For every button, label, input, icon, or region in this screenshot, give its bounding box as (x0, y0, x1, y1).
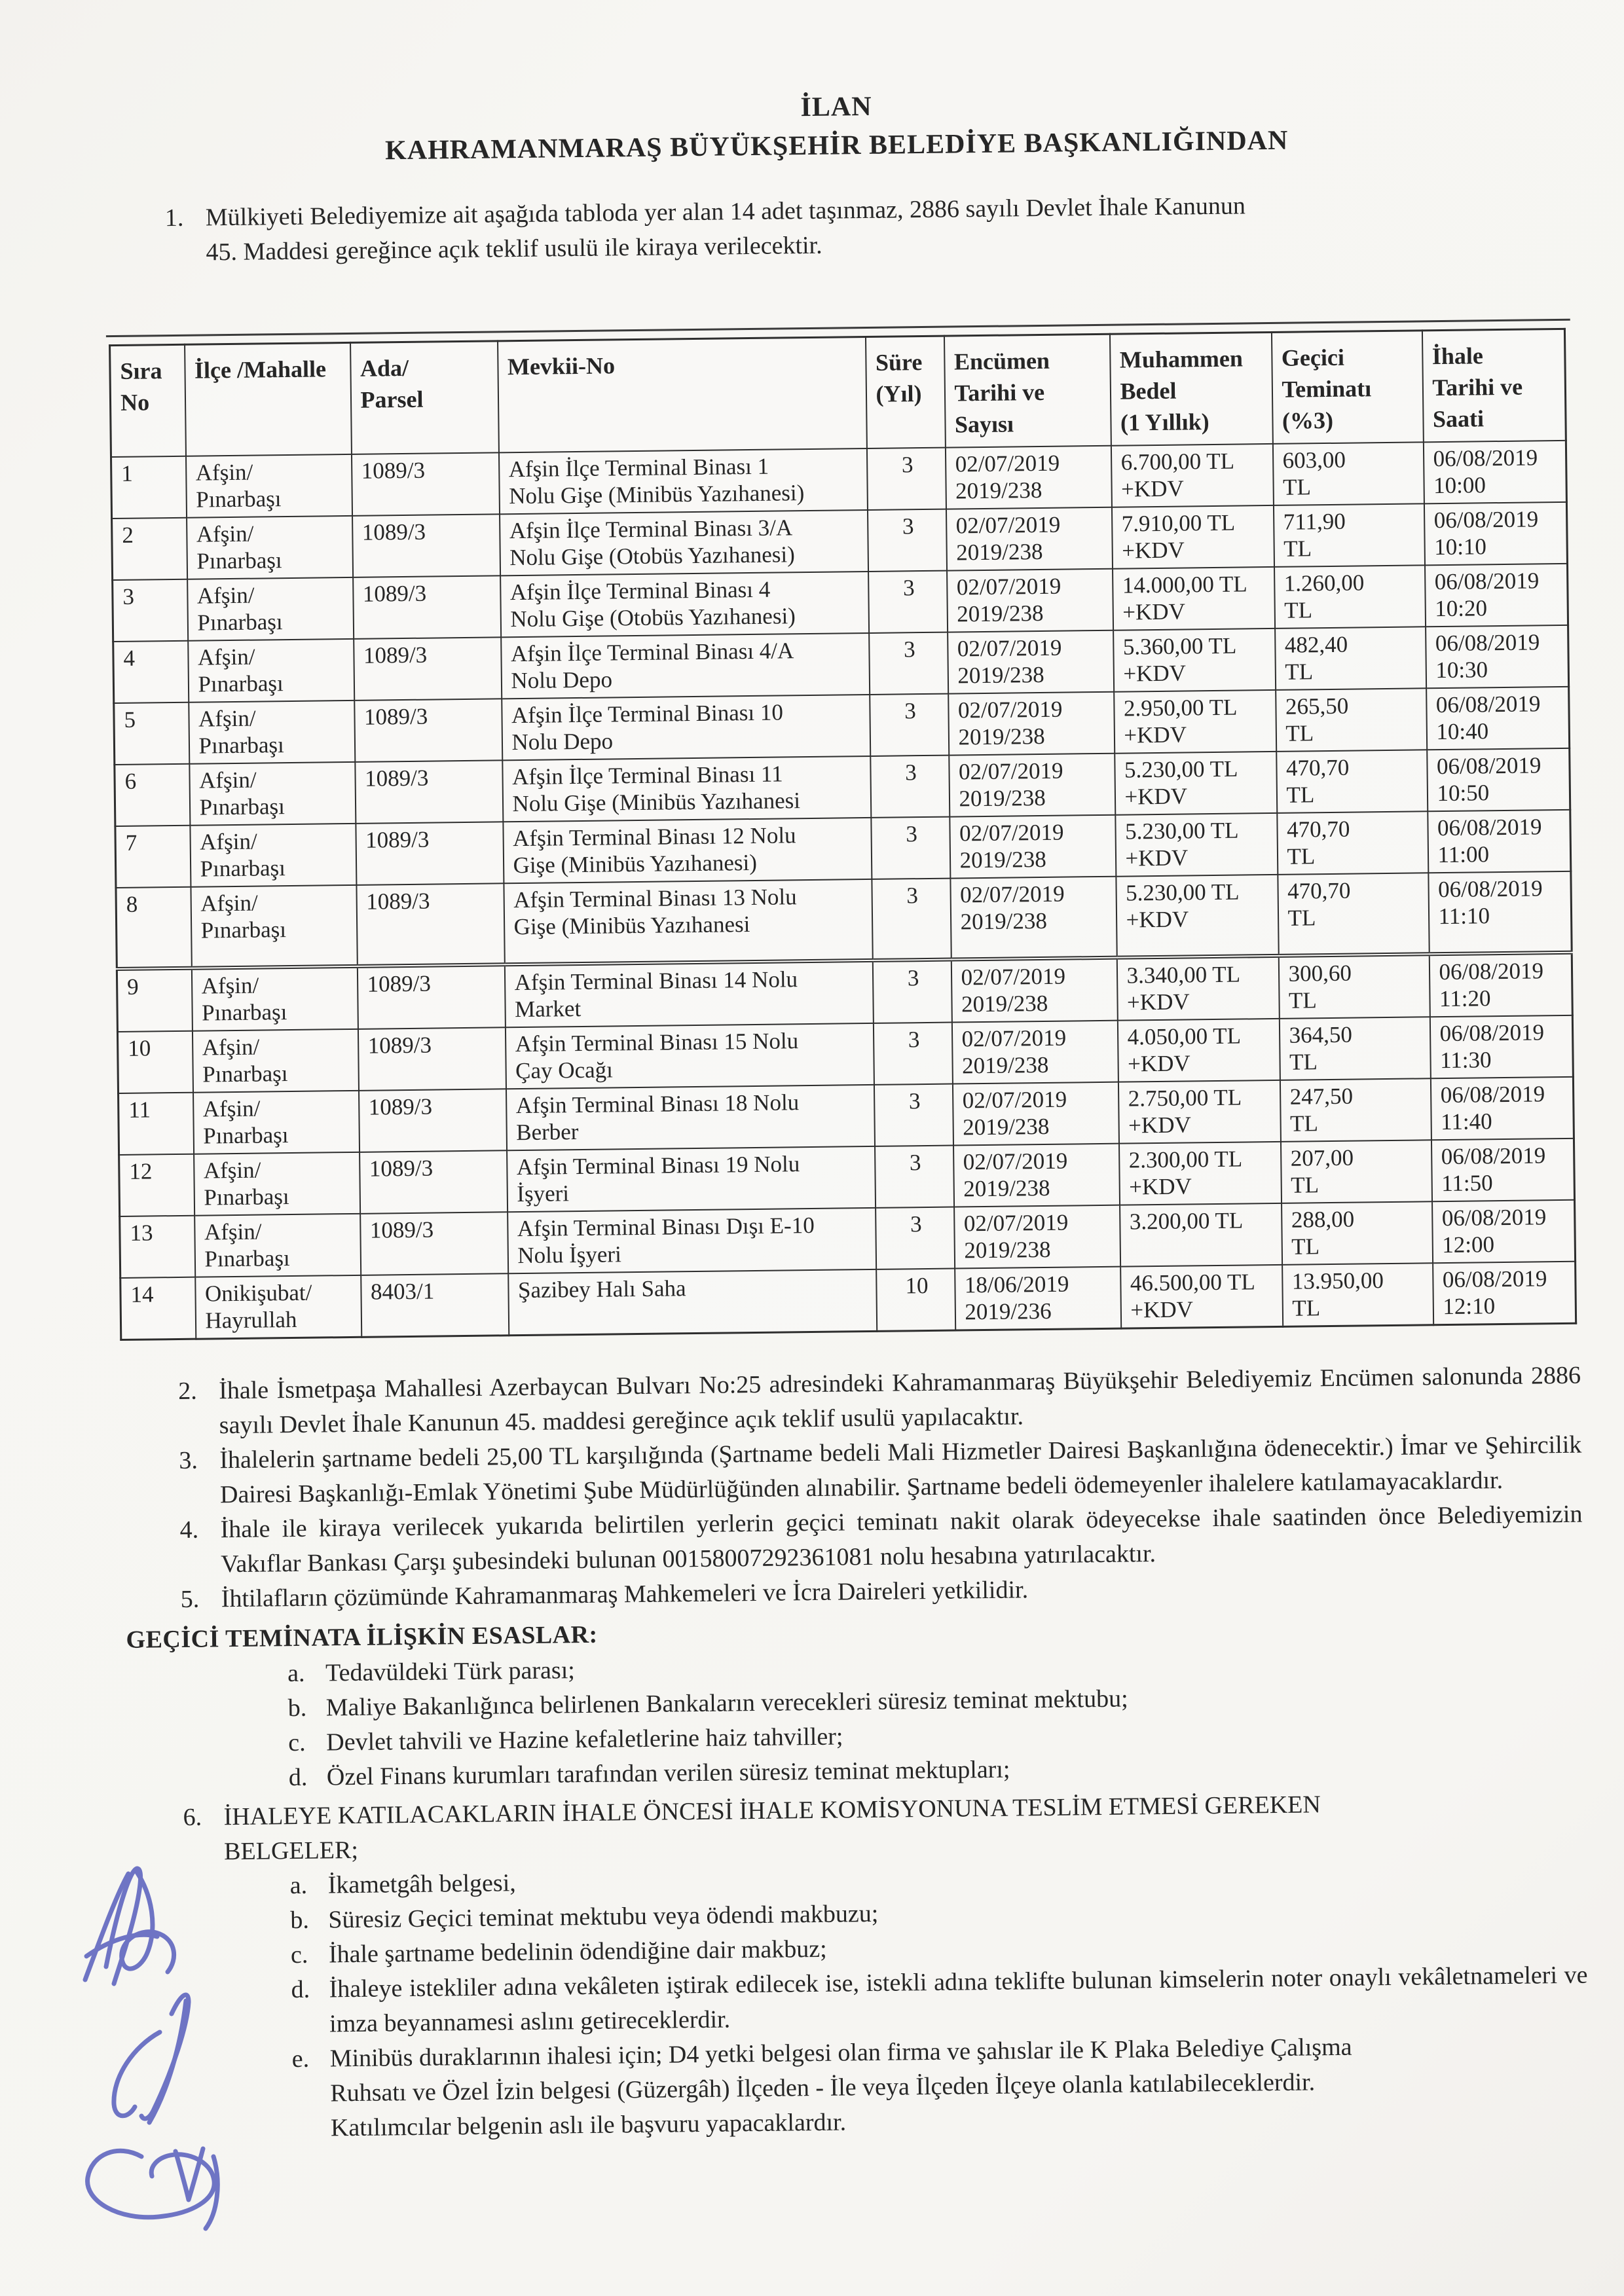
cell-ilce-mahalle: Afşin/ Pınarbaşı (188, 639, 354, 702)
page-subtitle: KAHRAMANMARAŞ BÜYÜKŞEHİR BELEDİYE BAŞKANLIĞINDAN (384, 125, 1289, 166)
cell-sira-no: 5 (114, 702, 189, 765)
item-text: Minibüs duraklarının ihalesi için; D4 yetki belgesi olan firma ve şahıslar ile K Plaka Belediye Çalışma Ruhsatı ve Özel İzin belgesi (Güzergâh) İlçeden - İle veya İlçeden İlçeye olanla katılabileceklerdir. Katılımcılar belgenin aslı ile başvuru yapacaklardır. (329, 2033, 1352, 2142)
belge-item-e (291, 2028, 1589, 2146)
item-number: 6. (183, 1803, 202, 1831)
cell-ihale: 06/08/2019 12:00 (1432, 1200, 1576, 1263)
item-text: İhalelerin şartname bedeli 25,00 TL karşılığında (Şartname bedeli Mali Hizmetler Dairesi Başkanlığına ödenecektir.) İmar ve Şehircilik Dairesi Başkanlığı-Emlak Yönetimi Şube Müdürlüğünden alınabilir. Şartname bedeli ödemeyenler ihalelere katılamayacaklardır. (219, 1430, 1582, 1509)
cell-ilce-mahalle: Afşin/ Pınarbaşı (192, 1029, 358, 1093)
cell-mevkii: Afşin İlçe Terminal Binası 1 Nolu Gişe (Minibüs Yazıhanesi) (498, 448, 867, 514)
cell-ada-parsel: 1089/3 (359, 1089, 507, 1152)
cell-encumen: 02/07/2019 2019/238 (945, 446, 1111, 509)
cell-bedel: 5.230,00 TL +KDV (1115, 813, 1278, 877)
cell-teminat: 288,00 TL (1282, 1201, 1433, 1265)
cell-ilce-mahalle: Afşin/ Pınarbaşı (193, 1091, 360, 1154)
item-text: İhale şartname bedelinin ödendiğine dair makbuz; (328, 1935, 827, 1969)
item-letter: d. (288, 1763, 308, 1792)
item-text: İkametgâh belgesi, (327, 1869, 517, 1899)
cell-teminat: 603,00 TL (1272, 442, 1424, 505)
cell-ihale: 06/08/2019 10:10 (1424, 502, 1567, 565)
auction-table-wrapper (109, 328, 1580, 1341)
cell-ada-parsel: 1089/3 (356, 822, 504, 885)
cell-teminat: 364,50 TL (1279, 1017, 1430, 1080)
cell-ihale: 06/08/2019 10:50 (1427, 748, 1570, 811)
signature-stroke (114, 2032, 160, 2116)
cell-sure: 3 (872, 879, 951, 960)
cell-teminat: 482,40 TL (1275, 627, 1426, 690)
cell-sira-no: 11 (119, 1093, 194, 1155)
cell-ihale: 06/08/2019 10:30 (1426, 625, 1569, 688)
item-text: Özel Finans kurumları tarafından verilen süresiz teminat mektupları; (326, 1755, 1010, 1791)
item-letter: c. (290, 1941, 308, 1969)
cell-sira-no: 7 (115, 826, 191, 888)
cell-mevkii: Afşin İlçe Terminal Binası 10 Nolu Depo (502, 695, 870, 760)
item-text: Süresiz Geçici teminat mektubu veya ödendi makbuzu; (328, 1899, 879, 1934)
cell-bedel: 2.750,00 TL +KDV (1118, 1080, 1280, 1144)
cell-mevkii: Afşin Terminal Binası Dışı E-10 Nolu İşyeri (507, 1208, 876, 1273)
cell-encumen: 02/07/2019 2019/238 (950, 877, 1116, 960)
cell-bedel: 2.300,00 TL +KDV (1118, 1142, 1281, 1205)
teminat-esaslari-heading: GEÇİCİ TEMİNATA İLİŞKİN ESASLAR: (126, 1620, 598, 1654)
cell-ada-parsel: 1089/3 (351, 452, 499, 516)
item-text: Mülkiyeti Belediyemize ait aşağıda tabloda yer alan 14 adet taşınmaz, 2886 sayılı Devlet İhale Kanunun 45. Maddesi gereğince açık teklif usulü ile kiraya verilecektir. (205, 192, 1246, 266)
auction-table (109, 328, 1577, 1341)
cell-sira-no: 2 (112, 518, 187, 580)
cell-teminat: 470,70 TL (1276, 750, 1428, 813)
cell-sira-no: 6 (115, 764, 190, 826)
cell-ilce-mahalle: Afşin/ Pınarbaşı (185, 454, 352, 518)
cell-ada-parsel: 1089/3 (358, 1027, 506, 1091)
item-number: 3. (179, 1446, 198, 1474)
item-letter: a. (289, 1871, 308, 1900)
cell-mevkii: Afşin Terminal Binası 14 Nolu Market (504, 960, 873, 1027)
cell-ilce-mahalle: Afşin/ Pınarbaşı (191, 966, 358, 1031)
cell-sira-no: 10 (117, 1031, 193, 1093)
cell-ada-parsel: 1089/3 (357, 964, 505, 1029)
cell-sure: 3 (866, 448, 946, 510)
cell-sira-no: 3 (113, 579, 188, 642)
col-ada-parsel: Ada/ Parsel (350, 341, 499, 454)
cell-ilce-mahalle: Afşin/ Pınarbaşı (189, 701, 355, 764)
item-text: İhale ile kiraya verilecek yukarıda belirtilen yerlerin geçici teminatı nakit olarak ödeyecekse ihale saatinden önce Belediyemizin Vakıflar Bankası Çarşı şubesindeki bulunan 00158007292361081 nolu hesabına yatırılacaktır. (220, 1500, 1583, 1578)
cell-sira-no: 8 (116, 887, 191, 969)
body-paragraphs (120, 1358, 1589, 2148)
cell-encumen: 02/07/2019 2019/238 (953, 1144, 1120, 1207)
cell-ihale: 06/08/2019 11:40 (1430, 1077, 1574, 1140)
cell-bedel: 2.950,00 TL +KDV (1114, 690, 1276, 754)
cell-ihale: 06/08/2019 10:40 (1426, 687, 1570, 750)
cell-ilce-mahalle: Onikişubat/ Hayrullah (195, 1275, 361, 1339)
cell-ilce-mahalle: Afşin/ Pınarbaşı (191, 885, 357, 968)
item-letter: b. (290, 1906, 310, 1935)
cell-sira-no: 4 (113, 641, 189, 703)
cell-encumen: 02/07/2019 2019/238 (948, 692, 1115, 756)
item-text: İhaleye istekliler adına vekâleten iştirak edilecek ise, istekli adına teklifte bulunan kimselerin noter onaylı vekâletnameleri ve imza beyannamesi aslını getireceklerdir. (329, 1961, 1588, 2038)
signature-stroke (122, 1871, 174, 1972)
cell-ihale: 06/08/2019 10:20 (1425, 564, 1568, 627)
cell-sira-no: 9 (117, 968, 192, 1032)
cell-teminat: 711,90 TL (1273, 503, 1424, 567)
item-letter: b. (287, 1694, 307, 1722)
cell-sira-no: 13 (120, 1216, 195, 1278)
item-text: Tedavüldeki Türk parası; (325, 1656, 576, 1687)
cell-teminat: 470,70 TL (1277, 811, 1428, 875)
item-text: Maliye Bakanlığınca belirlenen Bankaların verecekleri süresiz teminat mektubu; (325, 1685, 1128, 1722)
cell-sure: 3 (869, 632, 948, 695)
cell-mevkii: Afşin Terminal Binası 19 Nolu İşyeri (507, 1146, 876, 1212)
cell-mevkii: Afşin İlçe Terminal Binası 4 Nolu Gişe (Otobüs Yazıhanesi) (500, 572, 869, 637)
cell-ihale: 06/08/2019 11:10 (1428, 871, 1572, 954)
cell-sure: 3 (876, 1207, 955, 1269)
cell-ihale: 06/08/2019 10:00 (1423, 441, 1566, 503)
cell-sure: 3 (872, 960, 951, 1023)
cell-ada-parsel: 1089/3 (353, 575, 501, 639)
cell-bedel: 4.050,00 TL +KDV (1117, 1019, 1280, 1082)
cell-teminat: 470,70 TL (1278, 873, 1429, 956)
cell-bedel: 5.360,00 TL +KDV (1113, 629, 1276, 692)
cell-sira-no: 1 (111, 456, 186, 519)
cell-sure: 3 (874, 1084, 953, 1146)
cell-mevkii: Afşin Terminal Binası 18 Nolu Berber (506, 1085, 874, 1150)
cell-bedel: 6.700,00 TL +KDV (1111, 444, 1273, 507)
cell-encumen: 02/07/2019 2019/238 (950, 815, 1116, 879)
cell-ada-parsel: 1089/3 (360, 1212, 508, 1275)
cell-ihale: 06/08/2019 11:30 (1430, 1015, 1573, 1078)
cell-encumen: 02/07/2019 2019/238 (947, 569, 1113, 632)
cell-mevkii: Şazibey Halı Saha (508, 1269, 877, 1336)
col-sure: Süre (Yıl) (865, 336, 945, 448)
cell-ada-parsel: 1089/3 (355, 760, 503, 824)
cell-encumen: 18/06/2019 2019/236 (955, 1267, 1121, 1330)
cell-mevkii: Afşin Terminal Binası 15 Nolu Çay Ocağı (505, 1023, 874, 1089)
cell-bedel: 3.200,00 TL (1120, 1203, 1282, 1267)
cell-encumen: 02/07/2019 2019/238 (946, 507, 1112, 571)
cell-ihale: 06/08/2019 12:10 (1433, 1262, 1576, 1325)
cell-mevkii: Afşin İlçe Terminal Binası 3/A Nolu Gişe (Otobüs Yazıhanesi) (500, 510, 868, 575)
item-letter: c. (288, 1728, 306, 1757)
cell-sure: 3 (870, 756, 950, 818)
cell-ilce-mahalle: Afşin/ Pınarbaşı (194, 1214, 361, 1277)
cell-teminat: 247,50 TL (1280, 1078, 1431, 1142)
cell-bedel: 5.230,00 TL +KDV (1115, 752, 1277, 815)
cell-bedel: 3.340,00 TL +KDV (1116, 956, 1279, 1021)
cell-encumen: 02/07/2019 2019/238 (949, 754, 1115, 817)
cell-sira-no: 14 (120, 1277, 196, 1340)
cell-mevkii: Afşin Terminal Binası 13 Nolu Gişe (Minibüs Yazıhanesi (504, 879, 872, 964)
handwritten-signature (76, 1861, 254, 2237)
cell-teminat: 13.950,00 TL (1282, 1263, 1433, 1326)
item-letter: d. (291, 1975, 310, 2004)
cell-ada-parsel: 1089/3 (360, 1150, 507, 1214)
item-text: İHALEYE KATILACAKLARIN İHALE ÖNCESİ İHALE KOMİSYONUNA TESLİM ETMESİ GEREKEN BELGELER; (223, 1791, 1321, 1866)
item-number: 1. (164, 204, 184, 232)
col-sira-no: Sıra No (110, 344, 186, 457)
cell-ilce-mahalle: Afşin/ Pınarbaşı (187, 516, 353, 579)
item-letter: e. (291, 2045, 310, 2073)
cell-ada-parsel: 1089/3 (356, 883, 504, 966)
cell-mevkii: Afşin İlçe Terminal Binası 4/A Nolu Depo (501, 633, 870, 699)
cell-mevkii: Afşin Terminal Binası 12 Nolu Gişe (Minibüs Yazıhanesi) (503, 818, 872, 883)
intro-paragraph (107, 185, 1568, 271)
cell-sure: 10 (876, 1269, 955, 1332)
cell-teminat: 207,00 TL (1280, 1140, 1431, 1203)
item-text: İhtilafların çözümünde Kahramanmaraş Mahkemeleri ve İcra Daireleri yetkilidir. (221, 1576, 1029, 1613)
cell-ihale: 06/08/2019 11:00 (1428, 810, 1571, 873)
cell-ilce-mahalle: Afşin/ Pınarbaşı (190, 824, 356, 887)
table-body (111, 441, 1576, 1340)
table-header-row (110, 329, 1566, 457)
cell-teminat: 300,60 TL (1278, 954, 1430, 1019)
item-text: Devlet tahvili ve Hazine kefaletlerine haiz tahviller; (326, 1722, 843, 1757)
col-ihale-tarihi: İhale Tarihi ve Saati (1422, 329, 1566, 442)
cell-encumen: 02/07/2019 2019/238 (951, 958, 1117, 1023)
cell-ilce-mahalle: Afşin/ Pınarbaşı (187, 577, 354, 641)
cell-teminat: 1.260,00 TL (1274, 565, 1426, 629)
item-number: 2. (177, 1377, 197, 1406)
cell-ilce-mahalle: Afşin/ Pınarbaşı (194, 1152, 360, 1216)
col-encumen: Encümen Tarihi ve Sayısı (944, 334, 1111, 447)
cell-encumen: 02/07/2019 2019/238 (948, 630, 1114, 694)
cell-ada-parsel: 8403/1 (361, 1273, 509, 1337)
col-gecici-teminat: Geçici Teminatı (%3) (1271, 331, 1423, 444)
cell-ada-parsel: 1089/3 (352, 514, 500, 577)
cell-bedel: 46.500,00 TL +KDV (1120, 1265, 1283, 1328)
cell-bedel: 5.230,00 TL +KDV (1116, 875, 1278, 958)
cell-sure: 3 (875, 1146, 954, 1208)
cell-teminat: 265,50 TL (1276, 688, 1427, 752)
item-letter: a. (287, 1659, 305, 1688)
col-muhammen-bedel: Muhammen Bedel (1 Yıllık) (1109, 332, 1272, 445)
table-header (110, 329, 1566, 457)
cell-sure: 3 (873, 1023, 952, 1085)
cell-encumen: 02/07/2019 2019/238 (954, 1205, 1120, 1269)
cell-bedel: 7.910,00 TL +KDV (1111, 505, 1274, 569)
col-mevkii-no: Mevkii-No (498, 337, 867, 452)
signature-stroke (141, 1995, 189, 2119)
cell-ada-parsel: 1089/3 (354, 637, 502, 701)
cell-sira-no: 12 (119, 1154, 194, 1216)
cell-sure: 3 (870, 694, 949, 756)
item-number: 4. (179, 1516, 199, 1544)
col-ilce-mahalle: İlçe /Mahalle (185, 342, 352, 456)
cell-ihale: 06/08/2019 11:20 (1429, 953, 1572, 1017)
cell-mevkii: Afşin İlçe Terminal Binası 11 Nolu Gişe (Minibüs Yazıhanesi (502, 756, 871, 822)
cell-sure: 3 (871, 817, 950, 879)
cell-ihale: 06/08/2019 11:50 (1431, 1139, 1574, 1201)
item-number: 5. (180, 1585, 200, 1613)
cell-sure: 3 (867, 509, 946, 572)
cell-encumen: 02/07/2019 2019/238 (952, 1082, 1118, 1146)
cell-encumen: 02/07/2019 2019/238 (951, 1021, 1118, 1084)
cell-bedel: 14.000,00 TL +KDV (1113, 567, 1275, 630)
page-title: İLAN (800, 91, 872, 123)
cell-ilce-mahalle: Afşin/ Pınarbaşı (189, 762, 356, 826)
cell-ada-parsel: 1089/3 (354, 699, 502, 762)
cell-sure: 3 (868, 571, 948, 633)
item-text: İhale İsmetpaşa Mahallesi Azerbaycan Bulvarı No:25 adresindeki Kahramanmaraş Büyükşehir Belediyemiz Encümen salonunda 2886 sayılı Devlet İhale Kanunun 45. maddesi gereğince açık teklif usulü yapılacaktır. (218, 1361, 1581, 1440)
